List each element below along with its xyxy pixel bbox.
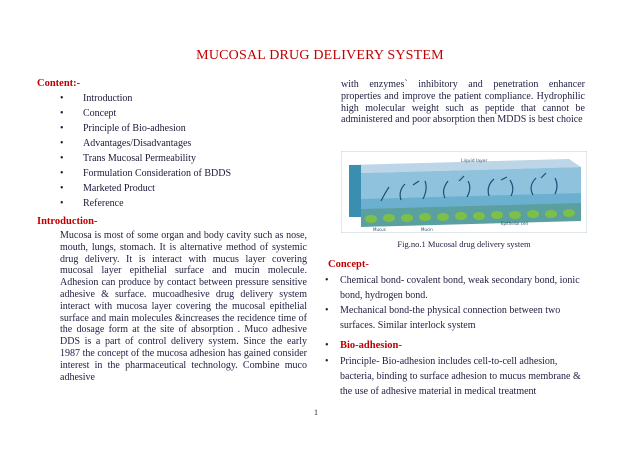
content-heading: Content:- [37,78,81,89]
concept-list [325,273,587,333]
toc-item: • Marketed Product [60,181,231,196]
label-mucus: Mucus [373,227,386,232]
bioadhesion-item: • Principle- Bio-adhesion includes cell-to-cell adhesion, bacteria, binding to surface adhesion to mucus membrane & the use of adhesive material in medical treatment [325,356,581,397]
toc-item: • Formulation Consideration of BDDS [60,166,231,181]
introduction-heading: Introduction- [37,216,98,227]
label-liquid-layer: Liquid layer [461,159,488,164]
mucosa-figure [341,151,587,233]
page-number: 1 [314,408,318,417]
mucosa-diagram [341,151,587,233]
toc-item: • Introduction [60,91,231,106]
introduction-text: Mucosa is most of some organ and body cavity such as nose, mouth, lungs, stomach. It is alternative method of systemic drug delivery. It is interact with mucus layer covering mucosal layer epithelial surface and mucin molecule. Adhesion can produce by contact between pressure sensitive adhesive & surface. mucoadhesive drug delivery system interact with mucosa layer covering the mucosal epithelial surface and main molecules &increases the recidence time of the dosage form at the site of absorption . Muco adhesive DDS is a part of control delivery system. Since the early 1987 the concept of the mucosa adhesion has gained consider interest in the pharmaceutical technology. Combine muco adhesive [60,230,307,383]
toc-item: • Principle of Bio-adhesion [60,121,231,136]
toc-item: • Reference [60,196,231,211]
bioadhesion-heading: • Bio-adhesion- [325,340,402,351]
concept-item: • Chemical bond- covalent bond, weak secondary bond, ionic bond, hydrogen bond. [325,275,580,301]
page-title: MUCOSAL DRUG DELIVERY SYSTEM [196,48,444,63]
label-epithelial: Epithelial cell [501,221,528,226]
toc-item: • Trans Mucosal Permeability [60,151,231,166]
figure-caption: Fig.no.1 Mucosal drug delivery system [397,239,531,249]
bioadhesion-list [325,354,587,399]
toc-list [60,91,231,211]
concept-heading: Concept- [328,259,369,270]
toc-item: • Concept [60,106,231,121]
label-mucin: Mucin [421,227,433,232]
toc-item: • Advantages/Disadvantages [60,136,231,151]
concept-item: • Mechanical bond-the physical connection between two surfaces. Similar interlock system [325,305,561,331]
continuation-text: with enzymes` inhibitory and penetration enhancer properties and improve the patient compliance. Hydrophilic high molecular weight such as peptide that cannot be administered and poor absorption then MDDS is best choice [341,79,585,126]
